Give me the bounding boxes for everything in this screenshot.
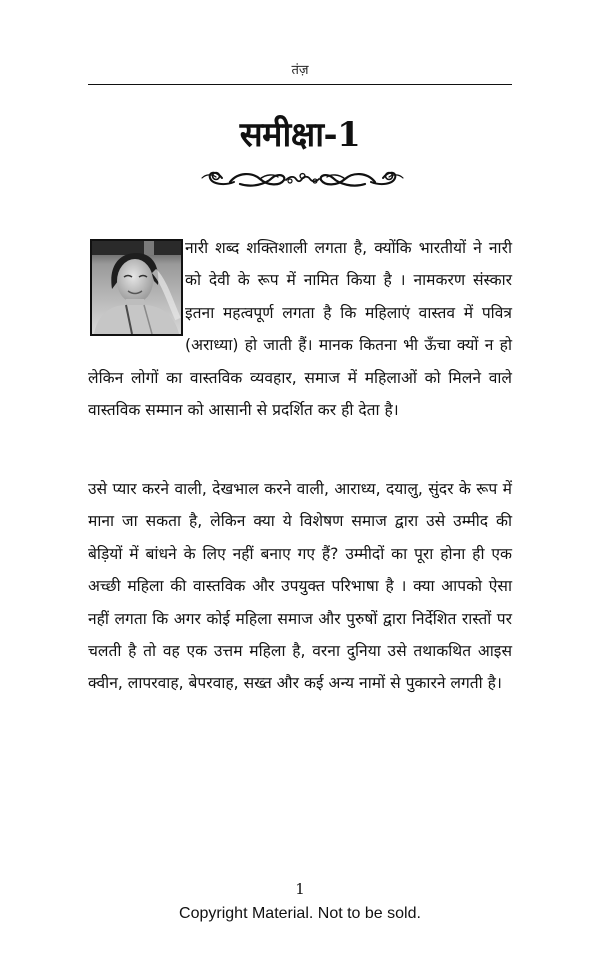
paragraph-1-text: नारी शब्द शक्तिशाली लगता है, क्योंकि भारतीयों ने नारी को देवी के रूप में नामित किया है । नामकरण संस्कार इतना महत्वपूर्ण लगता है कि महिलाएं वास्तव में पवित्र (अराध्या) हो जाती हैं। मानक कितना भी ऊँचा क्यों न हो लेकिन लोगों का वास्तविक व्यवहार, समाज में महिलाओं को मिलने वाले वास्तविक सम्मान को आसानी से प्रदर्शित कर ही देता है। — [88, 239, 512, 420]
page-number: 1 — [295, 880, 305, 898]
chapter-title: समीक्षा-1 — [239, 115, 361, 155]
paragraph-2-text: उसे प्यार करने वाली, देखभाल करने वाली, आराध्य, दयालु, सुंदर के रूप में माना जा सकता है, लेकिन क्या ये विशेषण समाज द्वारा उसे उम्मीद की बेड़ियों में बांधने के लिए नहीं बनाए गए हैं? उम्मीदों का पूरा होना ही एक अच्छी महिला की वास्तविक और उपयुक्त परिभाषा है । क्या आपको ऐसा नहीं लगता कि अगर कोई महिला समाज और पुरुषों द्वारा निर्देशित रास्तों पर चलती है तो वह एक उत्तम महिला है, वरना दुनिया उसे तथाकथित आइस क्वीन, लापरवाह, बेपरवाह, सख्त और कई अन्य नामों से पुकारने लगती है। — [88, 480, 512, 693]
header-rule — [88, 84, 512, 85]
running-head: तंज़ — [291, 63, 309, 78]
paragraph-2 — [88, 473, 512, 700]
paragraph-1 — [88, 232, 512, 426]
copyright-notice: Copyright Material. Not to be sold. — [179, 905, 421, 922]
decorative-flourish-icon — [200, 166, 405, 192]
